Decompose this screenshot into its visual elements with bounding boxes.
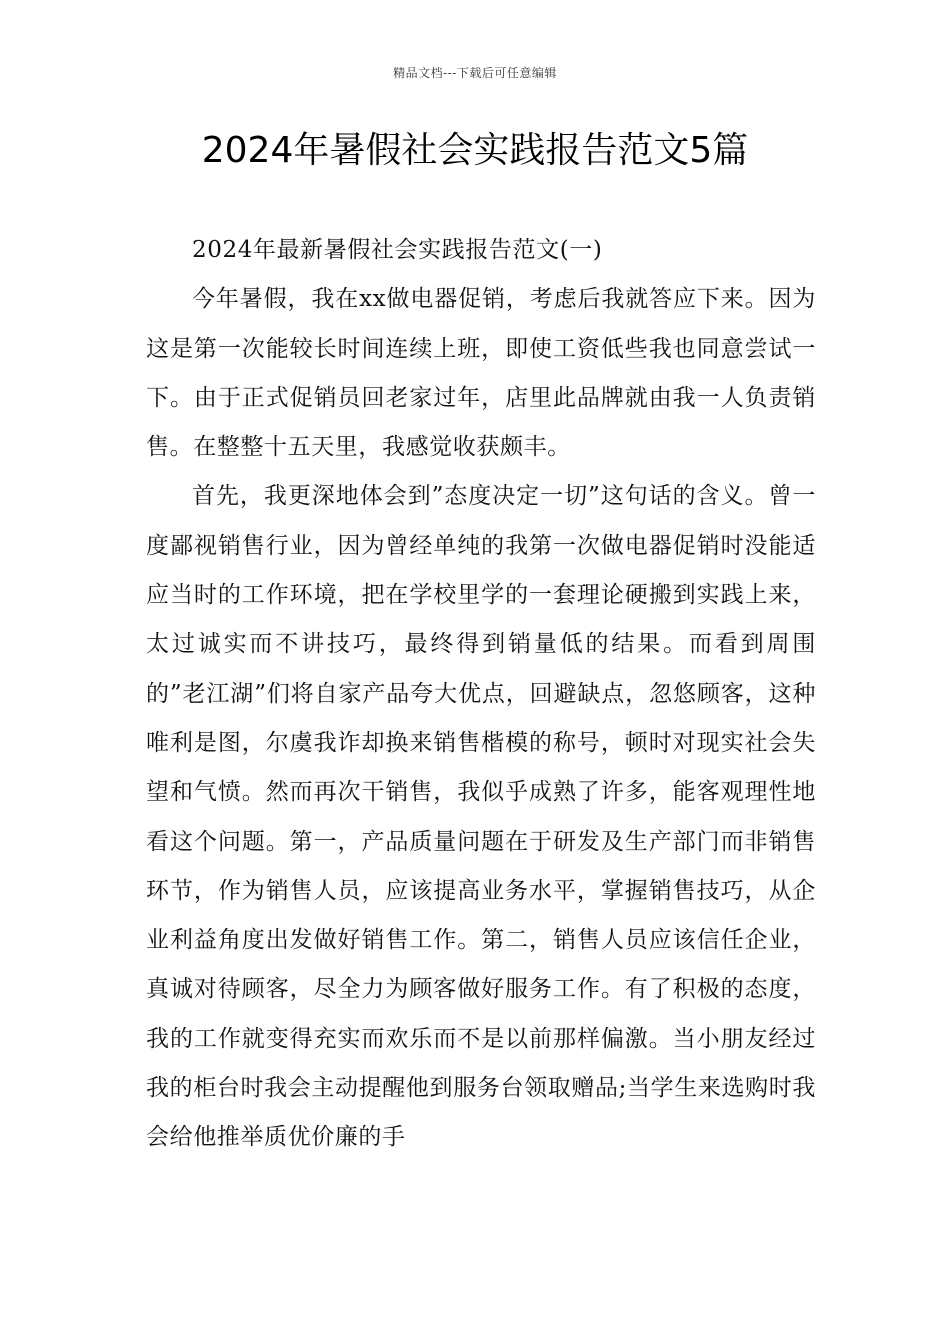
section-heading: 2024年最新暑假社会实践报告范文(一)	[192, 237, 603, 263]
paragraph: 首先，我更深地体会到”态度决定一切”这句话的含义。曾一度鄙视销售行业，因为曾经单纯的我第一次做电器促销时没能适应当时的工作环境，把在学校里学的一套理论硬搬到实践上来，太过诚实而不讲技巧，最终得到销量低的结果。而看到周围的”老江湖”们将自家产品夸大优点，回避缺点，忽悠顾客，这种唯利是图，尔虞我诈却换来销售楷模的称号，顿时对现实社会失望和气愤。然而再次干销售，我似乎成熟了许多，能客观理性地看这个问题。第一，产品质量问题在于研发及生产部门而非销售环节，作为销售人员，应该提高业务水平，掌握销售技巧，从企业利益角度出发做好销售工作。第二，销售人员应该信任企业，真诚对待顾客，尽全力为顾客做好服务工作。有了积极的态度，我的工作就变得充实而欢乐而不是以前那样偏激。当小朋友经过我的柜台时我会主动提醒他到服务台领取赠品;当学生来选购时我会给他推举质优价廉的手	[146, 483, 816, 1151]
header-note: 精品文档---下载后可任意编辑	[393, 66, 557, 80]
paragraph: 今年暑假，我在xx做电器促销，考虑后我就答应下来。因为这是第一次能较长时间连续上班，即使工资低些我也同意尝试一下。由于正式促销员回老家过年，店里此品牌就由我一人负责销售。在整整十五天里，我感觉收获颇丰。	[146, 286, 816, 461]
document-title: 2024年暑假社会实践报告范文5篇	[201, 130, 749, 171]
document-body	[146, 226, 816, 1163]
